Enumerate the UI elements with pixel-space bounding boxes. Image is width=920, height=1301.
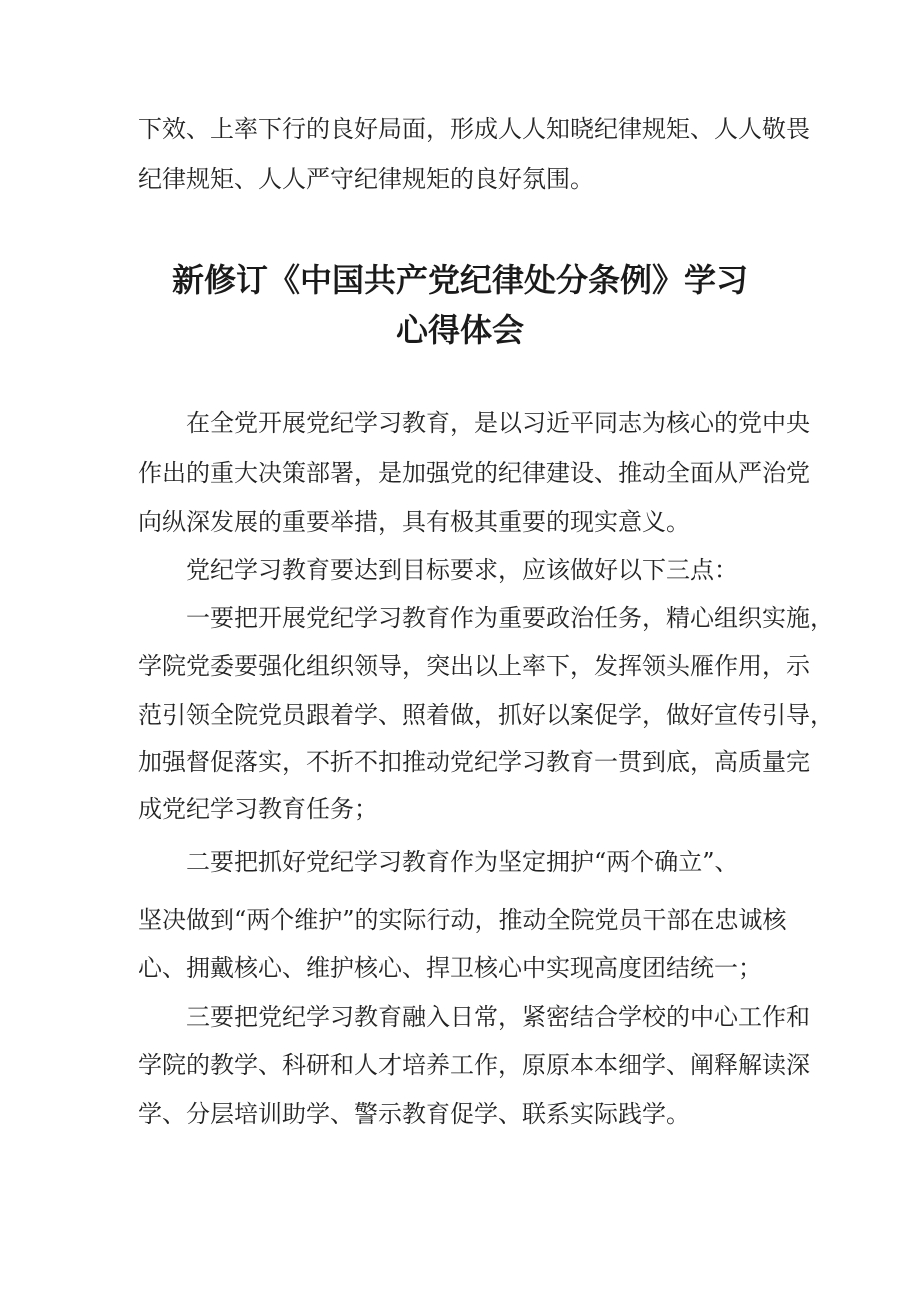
article-title-line-1: 新修订《中国共产党纪律处分条例》学习 bbox=[171, 261, 748, 299]
paragraph-4-line: 心、拥戴核心、维护核心、捍卫核心中实现高度团结统一； bbox=[138, 954, 762, 982]
paragraph-4-line: 二要把抓好党纪学习教育作为坚定拥护“两个确立”、 bbox=[186, 848, 739, 876]
paragraph-5-line: 学院的教学、科研和人才培养工作，原原本本细学、阐释解读深 bbox=[138, 1051, 810, 1079]
paragraph-3-line: 一要把开展党纪学习教育作为重要政治任务，精心组织实施， bbox=[186, 604, 834, 632]
paragraph-2-line: 党纪学习教育要达到目标要求，应该做好以下三点： bbox=[186, 556, 738, 584]
paragraph-5-line: 三要把党纪学习教育融入日常，紧密结合学校的中心工作和 bbox=[186, 1003, 810, 1031]
intro-line: 纪律规矩、人人严守纪律规矩的良好氛围。 bbox=[138, 165, 594, 193]
paragraph-3-line: 加强督促落实，不折不扣推动党纪学习教育一贯到底，高质量完 bbox=[138, 748, 810, 776]
paragraph-3-line: 范引领全院党员跟着学、照着做，抓好以案促学，做好宣传引导， bbox=[138, 701, 834, 729]
paragraph-4-line: 坚决做到“两个维护”的实际行动，推动全院党员干部在忠诚核 bbox=[138, 906, 787, 934]
article-title-line-2: 心得体会 bbox=[395, 311, 524, 349]
paragraph-3-line: 成党纪学习教育任务； bbox=[138, 795, 378, 823]
paragraph-3-line: 学院党委要强化组织领导，突出以上率下，发挥领头雁作用，示 bbox=[138, 652, 810, 680]
intro-line: 下效、上率下行的良好局面，形成人人知晓纪律规矩、人人敬畏 bbox=[138, 115, 810, 143]
paragraph-1-line: 向纵深发展的重要举措，具有极其重要的现实意义。 bbox=[138, 508, 690, 536]
paragraph-1-line: 在全党开展党纪学习教育，是以习近平同志为核心的党中央 bbox=[186, 409, 810, 437]
paragraph-1-line: 作出的重大决策部署，是加强党的纪律建设、推动全面从严治党 bbox=[138, 459, 810, 487]
paragraph-5-line: 学、分层培训助学、警示教育促学、联系实际践学。 bbox=[138, 1100, 690, 1128]
